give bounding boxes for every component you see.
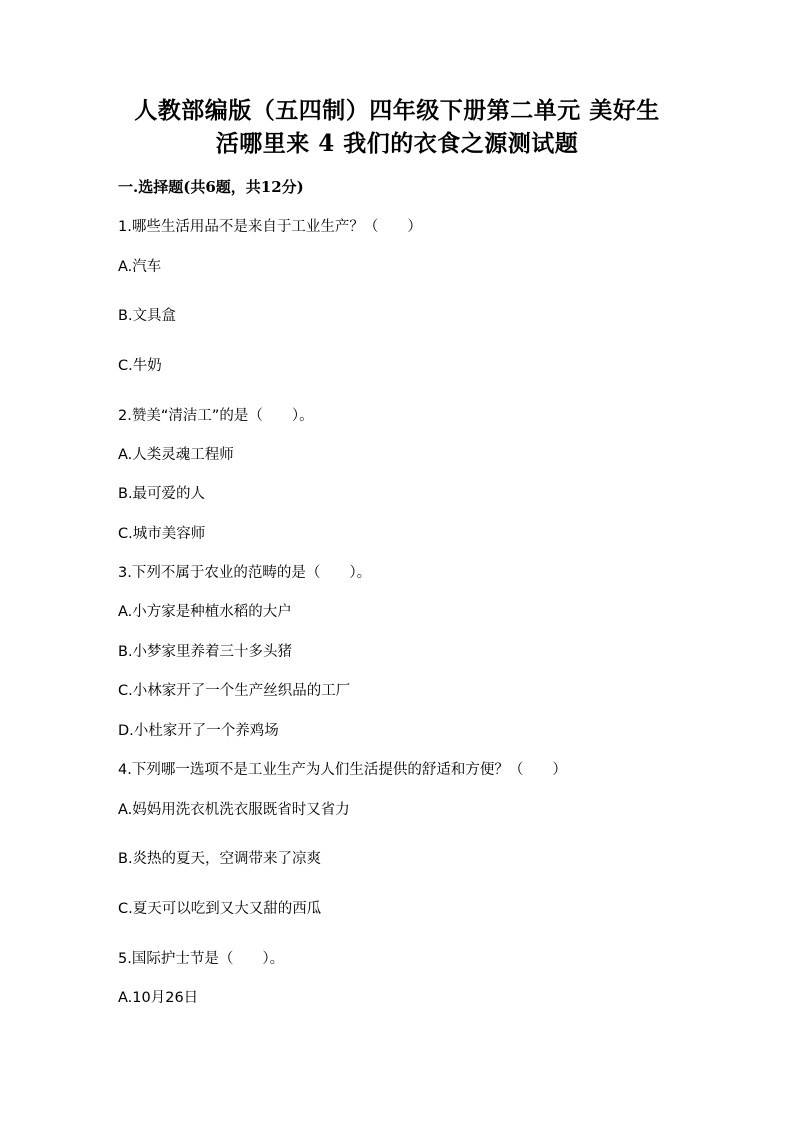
document-title-line-1: 人教部编版（五四制）四年级下册第二单元 美好生 xyxy=(134,97,660,124)
section-heading: 一.选择题(共6题，共12分) xyxy=(118,178,304,196)
question-2-option-c: C.城市美容师 xyxy=(118,526,206,542)
question-4-option-a: A.妈妈用洗衣机洗衣服既省时又省力 xyxy=(118,802,350,818)
question-3-stem: 3.下列不属于农业的范畴的是（ ）。 xyxy=(118,565,372,581)
question-1-option-a: A.汽车 xyxy=(118,259,162,275)
question-2-option-a: A.人类灵魂工程师 xyxy=(118,447,234,463)
question-5-stem: 5.国际护士节是（ ）。 xyxy=(118,951,285,967)
question-4-stem: 4.下列哪一选项不是工业生产为人们生活提供的舒适和方便？（ ） xyxy=(118,762,567,778)
question-1-stem: 1.哪些生活用品不是来自于工业生产？（ ） xyxy=(118,219,422,235)
question-3-option-a: A.小方家是种植水稻的大户 xyxy=(118,604,292,620)
question-1-option-c: C.牛奶 xyxy=(118,358,162,374)
question-4-option-b: B.炎热的夏天，空调带来了凉爽 xyxy=(118,851,322,867)
question-5-option-a: A.10月26日 xyxy=(118,990,199,1006)
question-2-stem: 2.赞美“清洁工”的是（ ）。 xyxy=(118,408,314,424)
question-1-option-b: B.文具盒 xyxy=(118,308,177,324)
question-4-option-c: C.夏天可以吃到又大又甜的西瓜 xyxy=(118,901,322,917)
question-3-option-d: D.小杜家开了一个养鸡场 xyxy=(118,723,279,739)
question-3-option-b: B.小梦家里养着三十多头猪 xyxy=(118,644,293,660)
question-2-option-b: B.最可爱的人 xyxy=(118,486,206,502)
document-title-line-2: 活哪里来 4 我们的衣食之源测试题 xyxy=(215,130,579,157)
question-3-option-c: C.小林家开了一个生产丝织品的工厂 xyxy=(118,683,351,699)
